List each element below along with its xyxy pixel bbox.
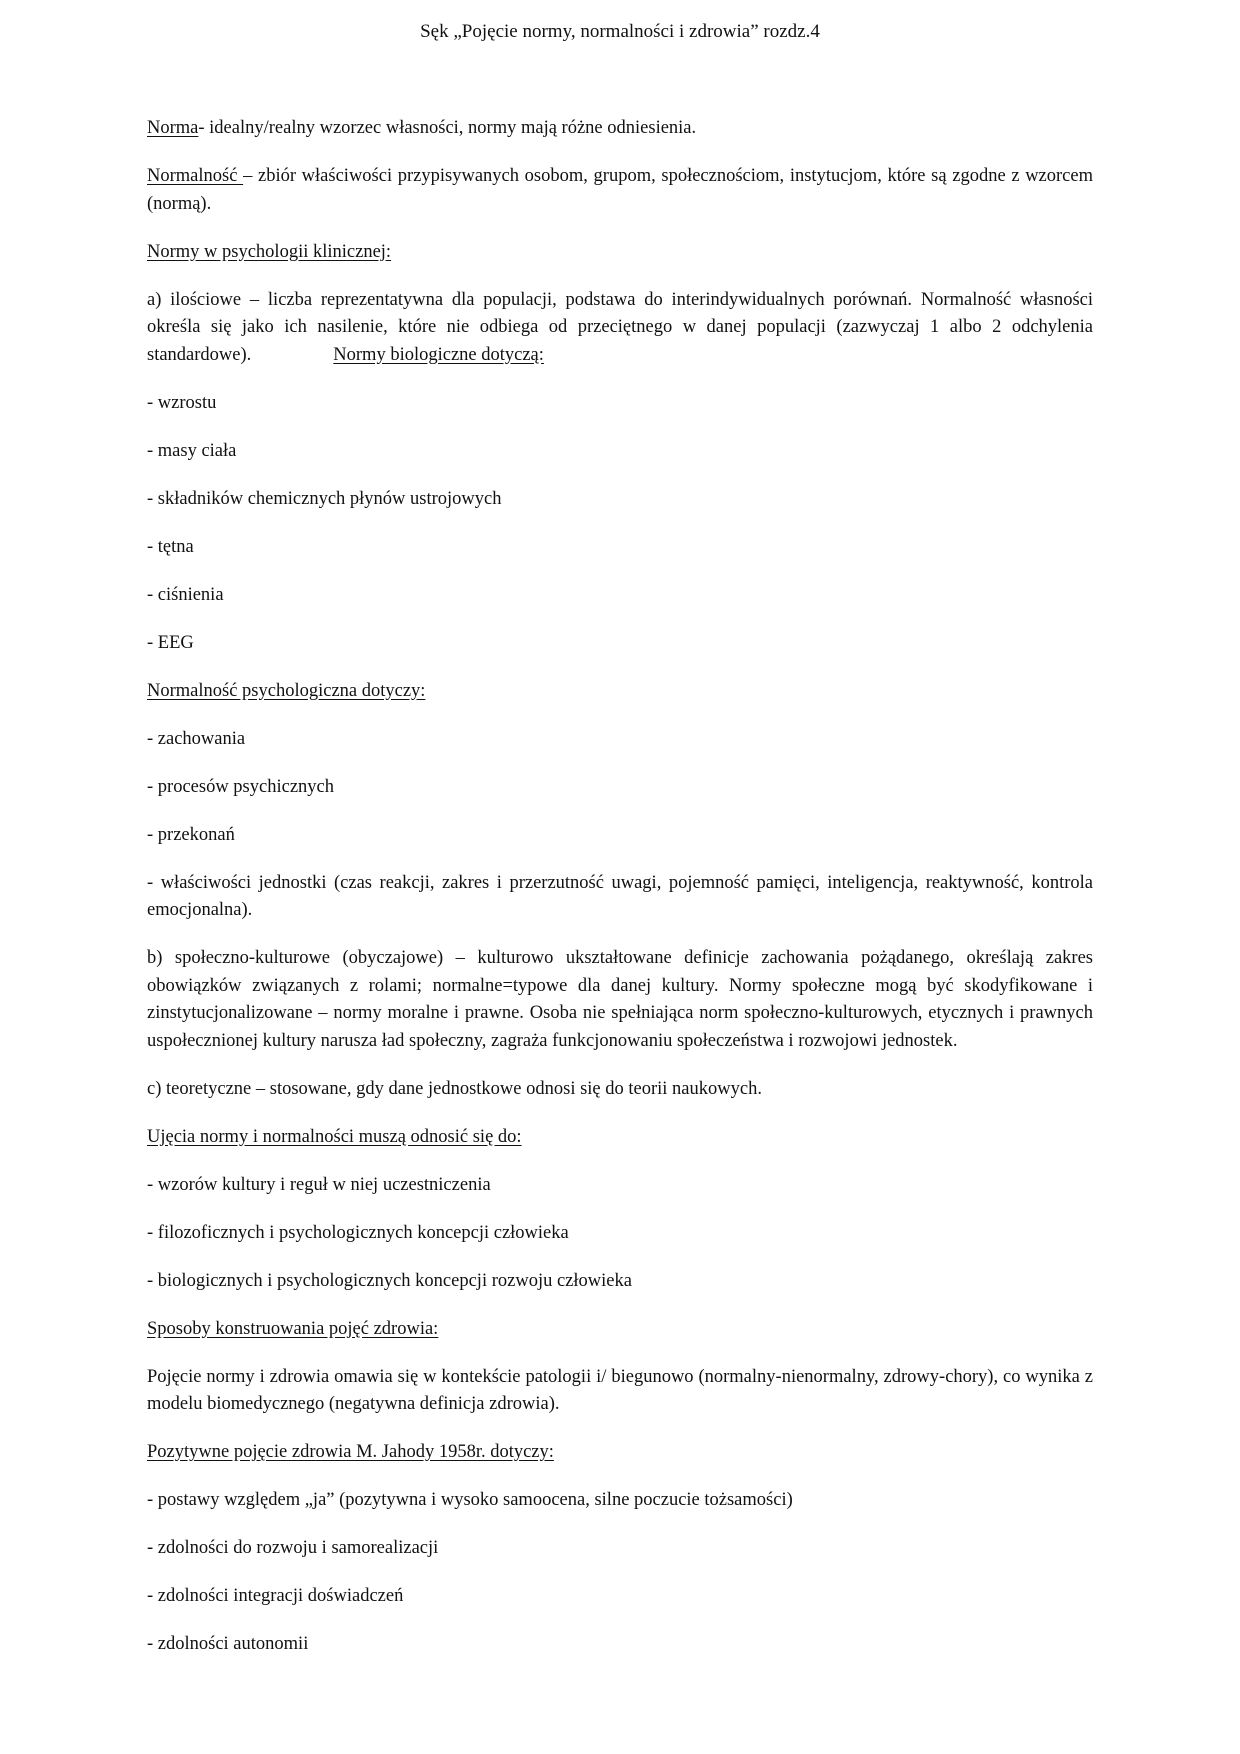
list-item: - ciśnienia bbox=[147, 584, 224, 605]
list-item: - zdolności do rozwoju i samorealizacji bbox=[147, 1538, 439, 1558]
heading-clinical-norms bbox=[147, 239, 1093, 267]
heading-health-concepts-text: Sposoby konstruowania pojęć zdrowia: bbox=[147, 1318, 439, 1339]
list-item: - zachowania bbox=[147, 728, 246, 749]
paragraph-a-quantitative bbox=[147, 287, 1093, 370]
paragraph-normalnosc bbox=[147, 163, 1093, 218]
list-item: - zdolności integracji doświadczeń bbox=[147, 1586, 404, 1606]
paragraph-b-sociocultural: b) społeczno-kulturowe (obyczajowe) – kulturowo ukształtowane definicje zachowania pożądanego, określają zakres obowiązków związanych z rolami; normalne=typowe dla danej kultury. Normy społeczne mogą być skodyfikowane i zinstytucjonalizowane – normy moralne i prawne. Osoba nie spełniająca norm społeczno-kulturowych, etycznych i prawnych uspołecznionej kultury narusza ład społeczny, zagraża funkcjonowaniu społeczeństwa i rozwojowi jednostek. bbox=[147, 948, 1093, 1051]
list-item: - tętna bbox=[147, 536, 194, 557]
heading-approaches bbox=[147, 1124, 1093, 1152]
heading-jahoda bbox=[147, 1439, 1093, 1467]
list-item: - procesów psychicznych bbox=[147, 776, 334, 797]
list-item: - filozoficznych i psychologicznych koncepcji człowieka bbox=[147, 1222, 569, 1243]
heading-health-concepts bbox=[147, 1316, 1093, 1344]
heading-biological-norms: Normy biologiczne dotyczą: bbox=[333, 344, 544, 365]
heading-clinical-norms-text: Normy w psychologii klinicznej: bbox=[147, 241, 392, 262]
heading-psych-normality bbox=[147, 678, 1093, 706]
paragraph-a-text: a) ilościowe – liczba reprezentatywna dla populacji, podstawa do interindywidualnych porównań. Normalność własności określa się jako ich nasilenie, które nie odbiega od przeciętnego w danej populacji (zazwyczaj 1 albo 2 odchylenia standardowe). bbox=[147, 289, 1093, 365]
list-item: - przekonań bbox=[147, 824, 235, 845]
paragraph-norma bbox=[147, 115, 1093, 143]
list-item: - masy ciała bbox=[147, 440, 237, 461]
list-item: - wzrostu bbox=[147, 392, 217, 413]
heading-psych-normality-text: Normalność psychologiczna dotyczy: bbox=[147, 680, 426, 701]
page-header: Sęk „Pojęcie normy, normalności i zdrowia” rozdz.4 bbox=[420, 21, 820, 42]
list-item: - składników chemicznych płynów ustrojowych bbox=[147, 488, 502, 509]
list-item: - EEG bbox=[147, 632, 194, 653]
list-item: - postawy względem „ja” (pozytywna i wysoko samoocena, silne poczucie tożsamości) bbox=[147, 1490, 793, 1510]
heading-jahoda-text: Pozytywne pojęcie zdrowia M. Jahody 1958r. dotyczy: bbox=[147, 1442, 554, 1462]
document-body bbox=[147, 115, 1093, 1679]
term-norma: Norma bbox=[147, 118, 199, 138]
list-item: - właściwości jednostki (czas reakcji, zakres i przerzutność uwagi, pojemność pamięci, inteligencja, reaktywność, kontrola emocjonalna). bbox=[147, 872, 1093, 920]
paragraph-c-theoretical: c) teoretyczne – stosowane, gdy dane jednostkowe odnosi się do teorii naukowych. bbox=[147, 1078, 762, 1099]
norma-definition: - idealny/realny wzorzec własności, normy mają różne odniesienia. bbox=[198, 118, 697, 138]
heading-approaches-text: Ujęcia normy i normalności muszą odnosić się do: bbox=[147, 1126, 522, 1147]
paragraph-health-concepts: Pojęcie normy i zdrowia omawia się w kontekście patologii i/ biegunowo (normalny-nienormalny, zdrowy-chory), co wynika z modelu biomedycznego (negatywna definicja zdrowia). bbox=[147, 1366, 1093, 1414]
term-normalnosc: Normalność bbox=[147, 166, 244, 186]
list-item: - biologicznych i psychologicznych koncepcji rozwoju człowieka bbox=[147, 1270, 632, 1291]
list-item: - wzorów kultury i reguł w niej uczestniczenia bbox=[147, 1174, 491, 1195]
list-item: - zdolności autonomii bbox=[147, 1634, 309, 1654]
normalnosc-definition: – zbiór właściwości przypisywanych osobom, grupom, społecznościom, instytucjom, które są zgodne z wzorcem (normą). bbox=[147, 166, 1093, 214]
